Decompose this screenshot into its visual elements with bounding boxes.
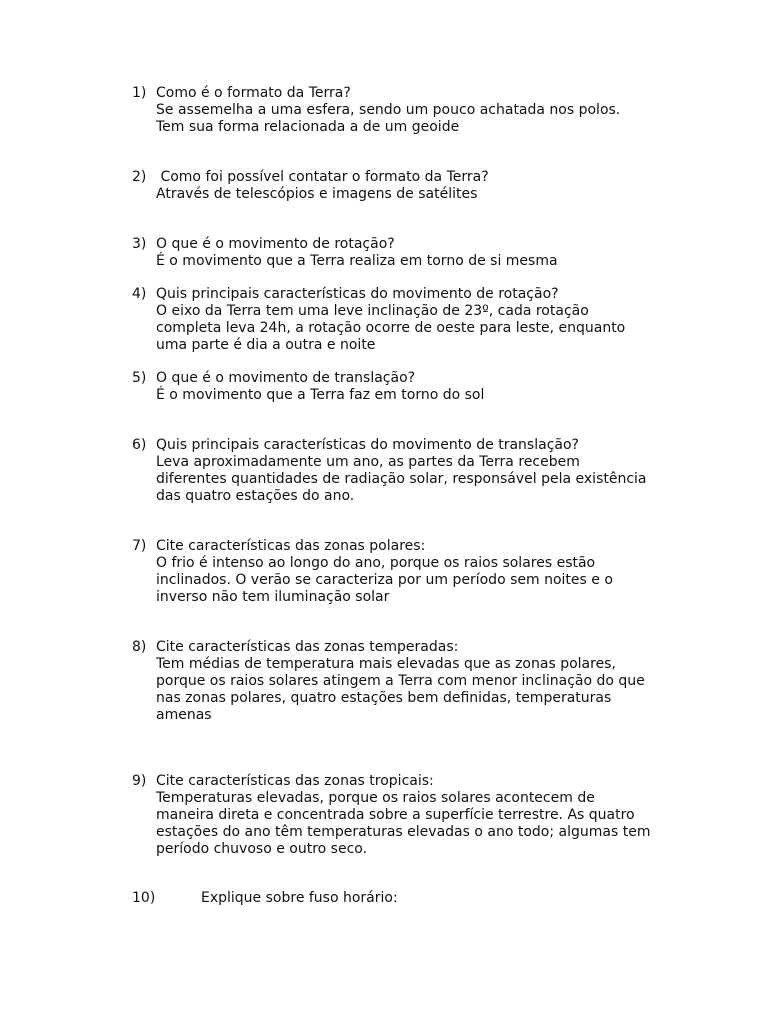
item-number: 4) (132, 286, 147, 302)
item-number: 6) (132, 437, 147, 453)
answer-line: Leva aproximadamente um ano, as partes da Terra recebem (156, 454, 580, 470)
question-text: Quis principais características do movimento de rotação? (156, 286, 559, 302)
question-text: Cite características das zonas polares: (156, 538, 426, 554)
answer-line: Se assemelha a uma esfera, sendo um pouco achatada nos polos. (156, 102, 621, 118)
question-text: O que é o movimento de translação? (156, 370, 416, 386)
question-text: Como é o formato da Terra? (156, 85, 351, 101)
answer-line: Temperaturas elevadas, porque os raios solares acontecem de (156, 790, 595, 806)
question-text: O que é o movimento de rotação? (156, 236, 395, 252)
answer-line: Tem sua forma relacionada a de um geoide (156, 119, 460, 135)
answer-line: uma parte é dia a outra e noite (156, 337, 376, 353)
item-number: 7) (132, 538, 147, 554)
answer-line: período chuvoso e outro seco. (156, 841, 368, 857)
answer-line: nas zonas polares, quatro estações bem definidas, temperaturas (156, 690, 612, 706)
item-number: 5) (132, 370, 147, 386)
question-text: Como foi possível contatar o formato da Terra? (156, 169, 489, 185)
answer-line: completa leva 24h, a rotação ocorre de oeste para leste, enquanto (156, 320, 626, 336)
question-text: Quis principais características do movimento de translação? (156, 437, 579, 453)
answer-line: das quatro estações do ano. (156, 488, 355, 504)
answer-line: inverso não tem iluminação solar (156, 589, 390, 605)
item-number: 3) (132, 236, 147, 252)
answer-line: O frio é intenso ao longo do ano, porque os raios solares estão (156, 555, 596, 571)
answer-line: inclinados. O verão se caracteriza por um período sem noites e o (156, 572, 613, 588)
answer-line: estações do ano têm temperaturas elevadas o ano todo; algumas tem (156, 824, 651, 840)
answer-line: É o movimento que a Terra realiza em torno de si mesma (156, 253, 558, 269)
item-number: 2) (132, 169, 147, 185)
question-text: Explique sobre fuso horário: (201, 890, 398, 906)
answer-line: porque os raios solares atingem a Terra com menor inclinação do que (156, 673, 645, 689)
answer-line: Tem médias de temperatura mais elevadas que as zonas polares, (156, 656, 616, 672)
item-number: 10) (132, 890, 156, 906)
answer-line: maneira direta e concentrada sobre a superfície terrestre. As quatro (156, 807, 635, 823)
answer-line: amenas (156, 707, 212, 723)
answer-line: diferentes quantidades de radiação solar, responsável pela existência (156, 471, 647, 487)
question-text: Cite características das zonas temperadas: (156, 639, 459, 655)
item-number: 1) (132, 85, 147, 101)
answer-line: O eixo da Terra tem uma leve inclinação de 23º, cada rotação (156, 303, 589, 319)
item-number: 9) (132, 773, 147, 789)
answer-line: É o movimento que a Terra faz em torno do sol (156, 387, 485, 403)
answer-line: Através de telescópios e imagens de satélites (156, 186, 478, 202)
question-text: Cite características das zonas tropicais: (156, 773, 434, 789)
item-number: 8) (132, 639, 147, 655)
